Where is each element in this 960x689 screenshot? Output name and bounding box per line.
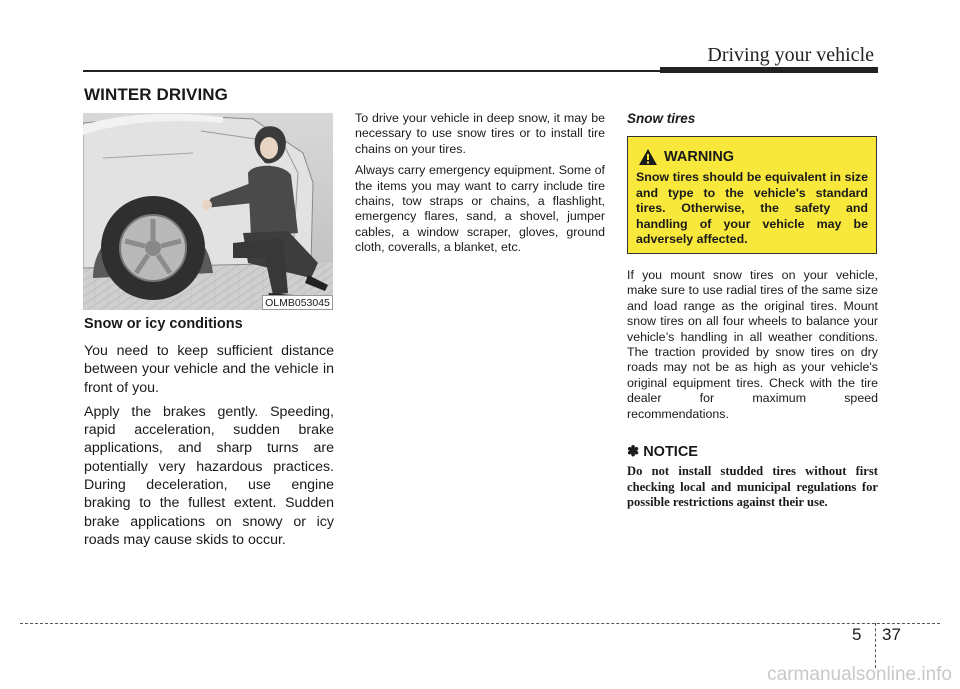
subheading-snow-tires: Snow tires xyxy=(627,111,696,126)
page-number: 37 xyxy=(882,625,901,644)
notice-text: Do not install studded tires without first checking local and municipal regulations for possible restrictions against their use. xyxy=(627,464,878,510)
warning-triangle-icon xyxy=(638,148,658,166)
watermark: carmanualsonline.info xyxy=(767,664,952,685)
header-title: Driving your vehicle xyxy=(707,44,874,66)
warning-title: WARNING xyxy=(664,149,735,165)
column-3 xyxy=(627,111,878,511)
warning-text: Snow tires should be equivalent in size and type to the vehicle's standard tires. Otherwise, the safety and handling of your vehicle may be adversely affected. xyxy=(636,170,868,247)
column-2 xyxy=(355,111,605,262)
chapter-number: 5 xyxy=(852,625,862,644)
paragraph: Always carry emergency equipment. Some of the items you may want to carry include tire chains, tow straps or chains, a flashlight, emergency flares, sand, a shovel, jumper cables, a window scraper, gloves, ground cloth, coveralls, a blanket, etc. xyxy=(355,163,605,255)
paragraph: If you mount snow tires on your vehicle, make sure to use radial tires of the same size and load range as the original tires. Mount snow tires on all four wheels to balance your vehicle’s handling in all weather conditions. The traction provided by snow tires on dry roads may not be as high as your vehicle's original equipment tires. Check with the tire dealer for maximum speed recommendations. xyxy=(627,268,878,421)
header-rule-thick xyxy=(660,67,878,73)
notice-title xyxy=(627,444,878,460)
paragraph: Apply the brakes gently. Speeding, rapid acceleration, sudden brake applications, and sharp turns are potentially very hazardous practices. During deceleration, use engine braking to the fullest extent. Sudden brake applications on snowy or icy roads may cause skids to occur. xyxy=(84,403,334,548)
footer-divider xyxy=(875,623,876,668)
image-caption: OLMB053045 xyxy=(262,295,333,310)
warning-box xyxy=(627,136,877,254)
notice-star-icon: ✽ xyxy=(627,444,640,461)
subheading-snow-icy: Snow or icy conditions xyxy=(84,316,243,332)
snow-tire-illustration xyxy=(83,113,333,310)
section-title: WINTER DRIVING xyxy=(84,85,229,104)
notice-label: NOTICE xyxy=(643,444,698,461)
paragraph: To drive your vehicle in deep snow, it may be necessary to use snow tires or to install tire chains on your tires. xyxy=(355,111,605,156)
footer-rule xyxy=(20,623,940,624)
paragraph: You need to keep sufficient distance between your vehicle and the vehicle in front of you. xyxy=(84,343,334,396)
warning-title-row xyxy=(638,148,868,166)
column-1 xyxy=(84,315,334,555)
